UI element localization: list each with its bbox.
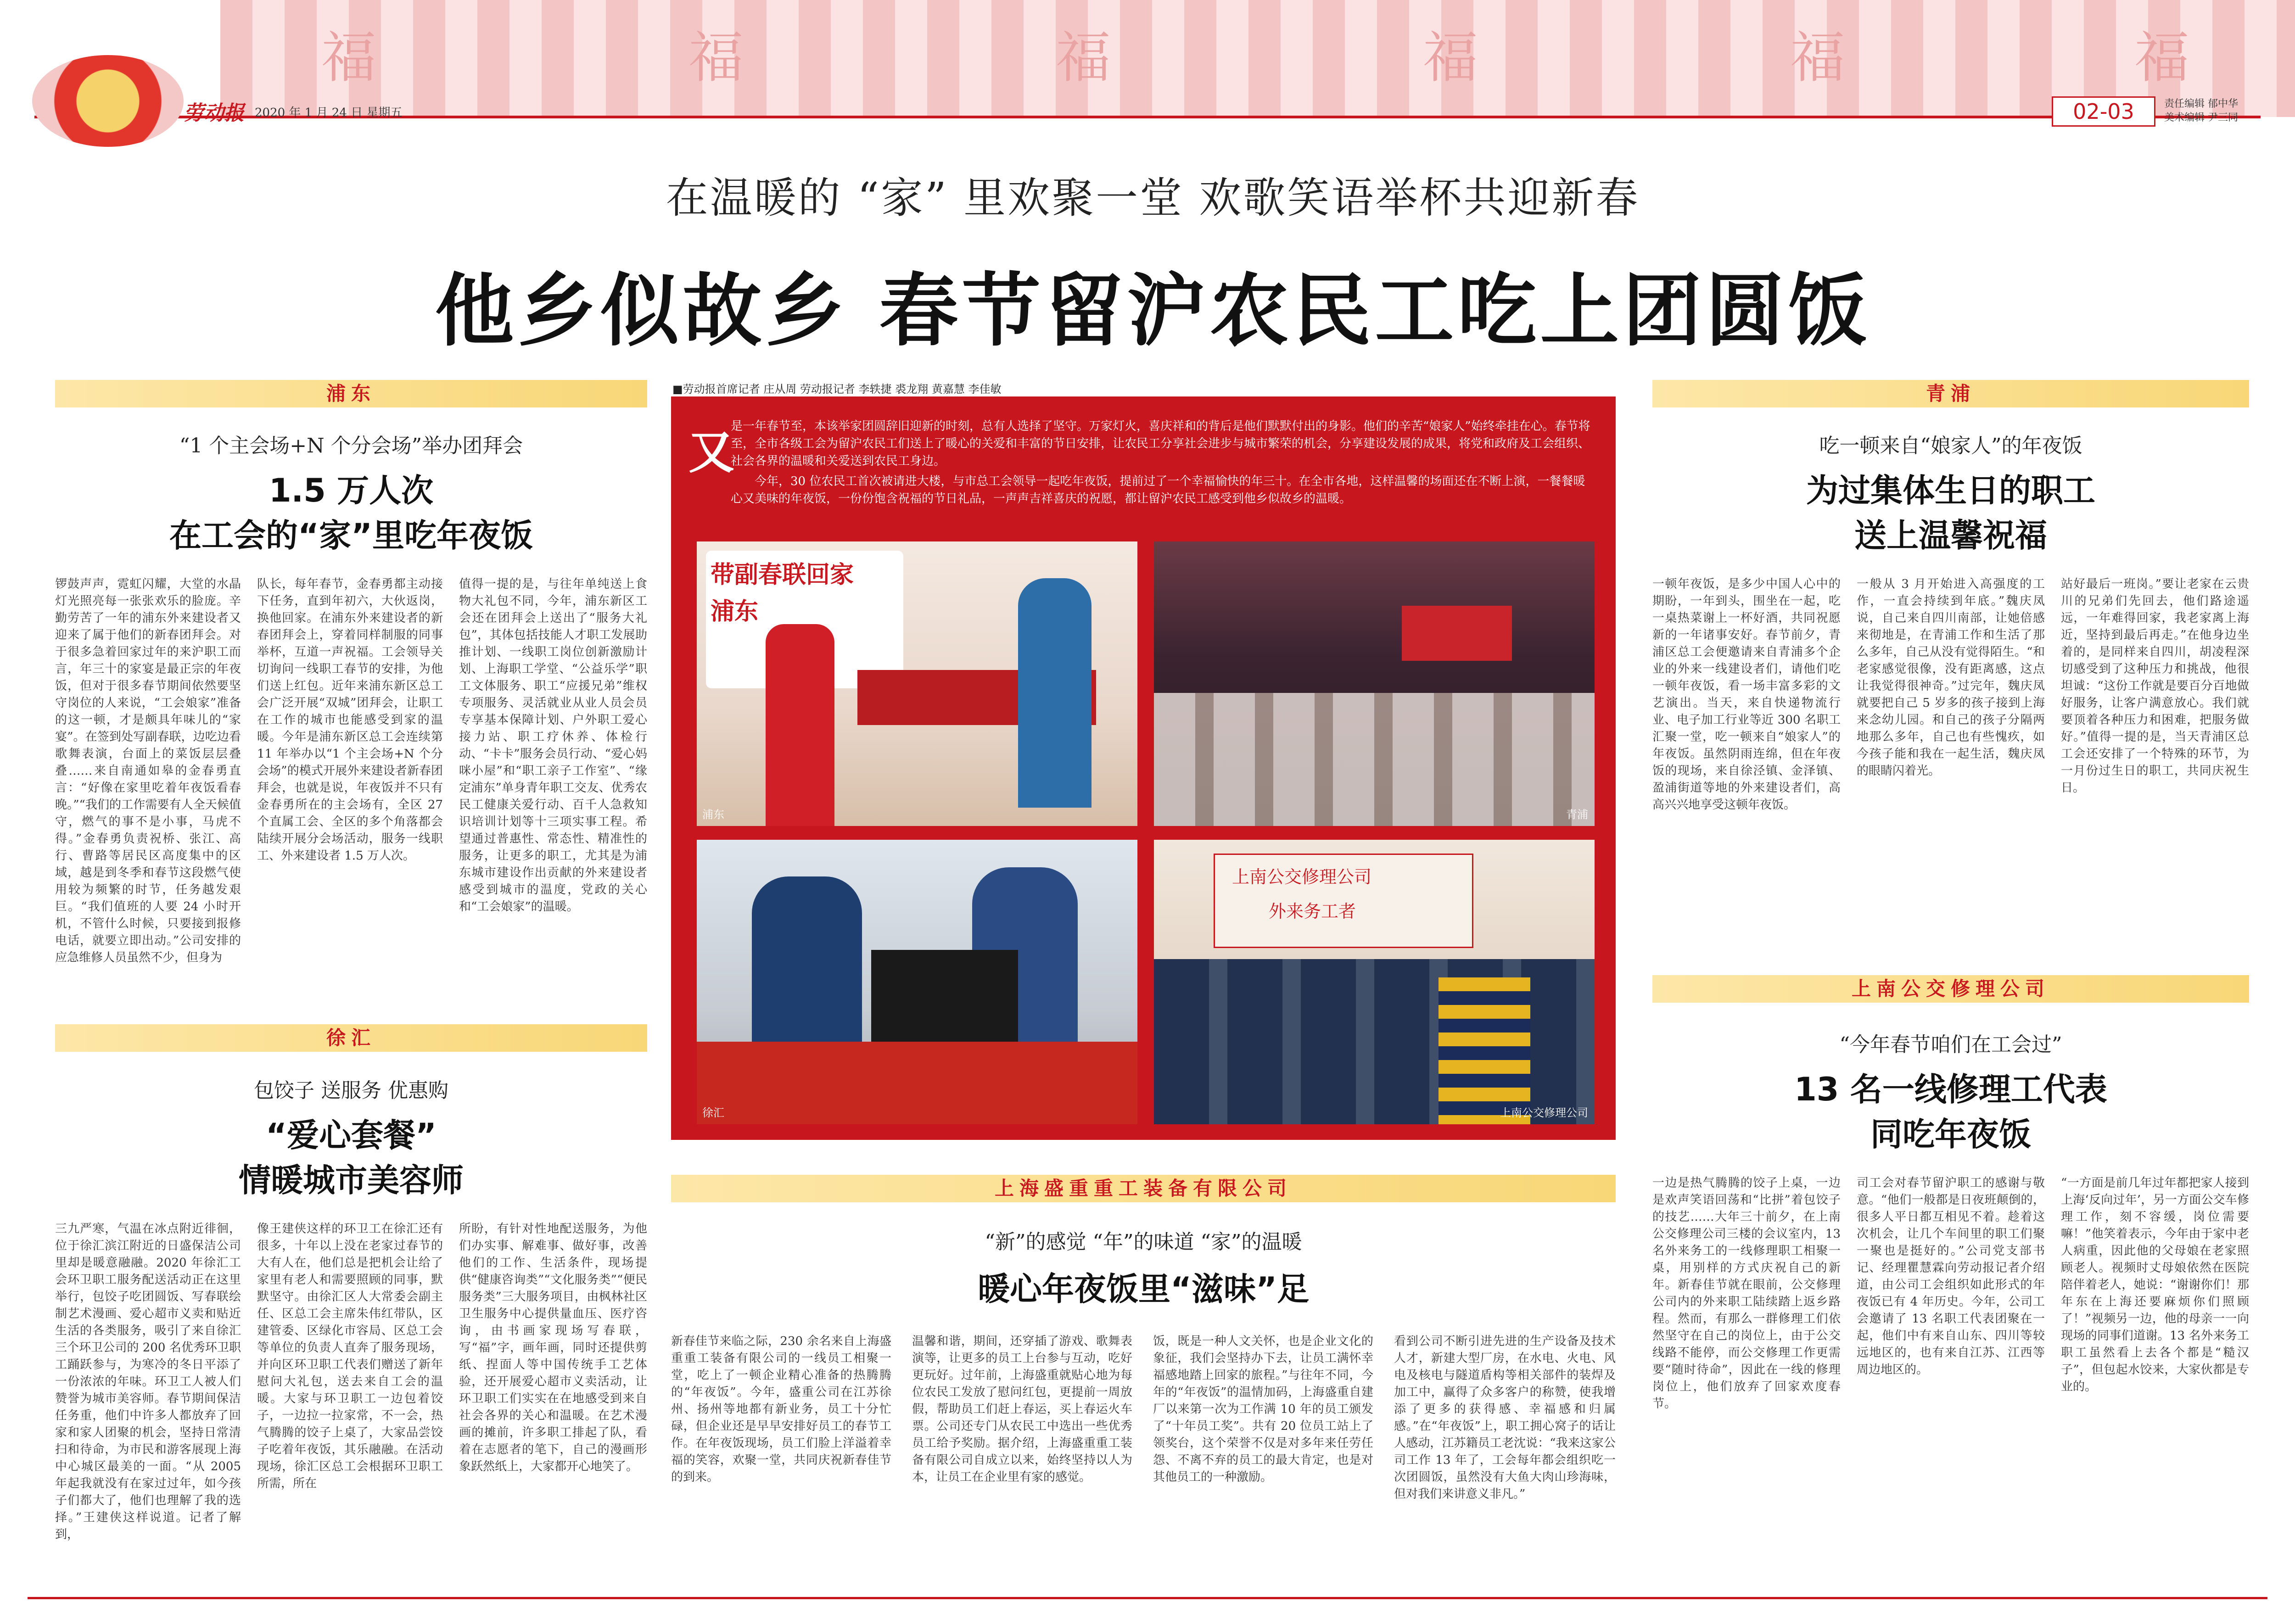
headline-line: 在工会的“家”里吃年夜饭 <box>169 517 533 554</box>
main-headline: 他乡似故乡 春节留沪农民工吃上团圆饭 <box>435 265 1871 357</box>
headline-line: “爱心套餐” <box>265 1116 437 1154</box>
page-bottom-rule <box>28 1597 2267 1599</box>
decorative-banner-band <box>220 0 2295 117</box>
headline-line: 为过集体生日的职工 <box>1806 472 2095 509</box>
new-year-emblem-icon <box>32 55 184 147</box>
editor-credits <box>2164 97 2238 125</box>
drop-cap: 又 <box>688 425 734 479</box>
photo-banner-text: 外来务工者 <box>1269 901 1356 921</box>
feature-paragraph: 今年，30 位农民工首次被请进大楼，与市总工会领导一起吃年夜饭，提前过了一个幸福愉快的年三十。在全市各地，这样温馨的场面还在不断上演，一餐餐暖心又美味的年夜饭，一份份饱含祝福的节日礼品，一声声吉祥喜庆的祝愿，都让留沪农民工感受到他乡似故乡的温暖。 <box>731 474 1585 506</box>
article-column: 一边是热气腾腾的饺子上桌，一边是欢声笑语回荡和“比拼”着包饺子的技艺……大年三十前夕，在上南公交修理公司三楼的会议室内，13 名外来务工的一线修理职工相聚一桌，用别样的方式庆祝自己的新年。新春佳节就在眼前，公交修理公司内的外来职工陆续踏上返乡路程。然而，有那么一群修理工们依然坚守在自己的岗位上，由于公交线路不能停，而公交修理工作更需要“随时待命”，因此在一线的修理岗位上，他们放弃了回家欢度春节。 <box>1652 1176 1841 1411</box>
news-photo-shangnan <box>1154 840 1595 1124</box>
article-subhead: 包饺子 送服务 优惠购 <box>254 1079 448 1102</box>
article-column: “一方面是前几年过年都把家人接到上海‘反向过年’，另一方面公交车修理工作，刻不容缓，岗位需要嘛！”他笑着表示，今年由于家中老人病重，因此他的父母娘在老家照顾老人。视频时丈母娘依然在医院陪伴着老人，她说：“谢谢你们！那年东在上海还要麻烦你们照顾了！”视频另一边，他的母亲一一向现场的同事们道谢。13 名外来务工职工虽然看上去各个都是“糙汉子”，但包起水饺来，大家伙都是专业的。 <box>2061 1176 2249 1394</box>
article-column: 所盼，有针对性地配送服务，为他们办实事、解难事、做好事，改善他们的工作、生活条件，现场提供“健康咨询类”“文化服务类”“便民服务类”三大服务项目，由枫林社区卫生服务中心提供量血压、医疗咨询，由书画家现场写春联，写“福”字，画年画，同时还提供剪纸、捏面人等中国传统手工艺体验，还开展爱心超市义卖活动，让环卫职工们实实在在地感受到来自社会各界的关心和温暖。在艺术漫画的摊前，许多职工排起了队，看着在志愿者的笔下，自己的漫画形象跃然纸上，大家都开心地笑了。 <box>459 1222 647 1473</box>
article-column: 饭，既是一种人文关怀，也是企业文化的象征，我们会坚持办下去，让员工满怀幸福感地踏上回家的旅程。”与往年不同，今年的“年夜饭”的温情加码，上海盛重自建厂以来第一次为工作满 10 年的员工颁发了“十年员工奖”。共有 20 位员工站上了领奖台，这个荣誉不仅是对多年来任劳任怨、不离不弃的员工的最大肯定，也是对其他员工的一种激励。 <box>1153 1334 1373 1484</box>
article-column: 队长，每年春节，金春勇都主动接下任务，直到年初六，大伙返岗，换他回家。在浦东外来建设者的新春团拜会上，穿着同样制服的同事举杯，互道一声祝福。工会领导关切询问一线职工春节的安排，为他们送上红包。近年来浦东新区总工会广泛开展“双城”团拜会，让职工在工作的城市也能感受到家的温暖。今年是浦东新区总工会连续第 11 年举办以“1 个主会场+N 个分会场”的模式开展外来建设者新春团拜会，也就是说，年夜饭并不只有金春勇所在的主会场有，全区 27 个直属工会、全区的多个角落都会陆续开展分会场活动，服务一线职工、外来建设者 1.5 万人次。 <box>257 577 443 863</box>
article-column: 一顿年夜饭，是多少中国人心中的期盼，一年到头，围坐在一起，吃一桌热菜谢上一杯好酒，共同祝愿新的一年诸事安好。春节前夕，青浦区总工会便邀请来自青浦多个企业的外来一线建设者们，请他们吃一顿年夜饭，看一场丰富多彩的文艺演出。当天，来自快递物流行业、电子加工行业等近 300 名职工汇聚一堂，吃一顿来自“娘家人”的年夜饭。虽然阴雨连绵，但在年夜饭的现场，来自徐泾镇、金泽镇、盈浦街道等地的外来建设者们，高高兴兴地享受这顿年夜饭。 <box>1652 577 1841 812</box>
news-photo-qingpu <box>1154 541 1595 826</box>
photo-caption: 上南公交修理公司 <box>1500 1106 1588 1119</box>
section-label: 青浦 <box>1926 382 1976 405</box>
article-column: 锣鼓声声，霓虹闪耀，大堂的水晶灯光照亮每一张张欢乐的脸庞。辛勤劳苦了一年的浦东外来建设者又迎来了属于他们的新春团拜会。对于很多急着回家过年的来沪职工而言，年三十的家宴是最正宗的年夜饭，但对于很多春节期间依然要坚守岗位的人来说，“工会娘家”准备的这一顿，才是颇具年味儿的“家宴”。在签到处写副春联，边吃边看歌舞表演，台面上的菜饭层层叠叠……来自南通如皋的金春勇直言：“好像在家里吃着年夜饭看春晚。”“我们的工作需要有人全天候值守，燃气的事不是小事，马虎不得。”金春勇负责祝桥、张江、高行、曹路等居民区高度集中的区域，越是到冬季和春节这段燃气使用较为频繁的时节，任务越发艰巨。“我们值班的人要 24 小时开机，不管什么时候，只要接到报修电话，就要立即出动。”公司安排的应急维修人员虽然不少，但身为 <box>55 577 241 965</box>
article-column: 站好最后一班岗。”要让老家在云贵川的兄弟们先回去，他们路途遥远，一年难得回家，我老家离上海近，坚持到最后再走。”在他身边坐着的，是同样来自四川，胡凌程深切感受到了这种压力和挑战，他很坦诚：“这份工作就是要百分百地做好服务，让客户满意放心。我们就要顶着各种压力和困难，把服务做好。”值得一提的是，当天青浦区总工会还安排了一个特殊的环节，为一月份过生日的职工，共同庆祝生日。 <box>2061 577 2249 795</box>
section-bar-pudong <box>55 380 647 407</box>
article-column: 像王建侠这样的环卫工在徐汇还有很多，十年以上没在老家过春节的大有人在，他们总是把机会让给了家里有老人和需要照顾的同事，默默坚守。由徐汇区人大常委会副主任、区总工会主席朱伟红带队，区建管委、区绿化市容局、区总工会等单位的负责人直奔了服务现场，并向区环卫职工代表们赠送了新年慰问大礼包，送去来自工会的温暖。大家与环卫职工一边包着饺子，一边拉一拉家常，不一会，热气腾腾的饺子上桌了，大家品尝饺子吃着年夜饭，其乐融融。在活动现场，徐汇区总工会根据环卫职工所需，所在 <box>257 1222 443 1490</box>
photo-caption: 青浦 <box>1566 808 1588 821</box>
article-headline <box>55 1113 647 1203</box>
section-label: 上南公交修理公司 <box>1851 977 2050 1000</box>
article-column: 看到公司不断引进先进的生产设备及技术人才，新建大型厂房，在水电、火电、风电及核电与隧道盾构等相关部件的装焊及加工中，赢得了众多客户的称赞，使我增添了更多的获得感、幸福感和归属感。”在“年夜饭”上，职工拥心窝子的话让人感动，江苏籍员工老沈说：“我来这家公司工作 13 年了，工会每年都会组织吃一次团圆饭，虽然没有大鱼大肉山珍海味，但对我们来讲意义非凡。” <box>1394 1334 1616 1501</box>
header-banner <box>0 0 2295 151</box>
headline-line: 送上温馨祝福 <box>1854 517 2047 554</box>
section-bar-shangnan <box>1652 975 2249 1003</box>
headline-line: 情暖城市美容师 <box>239 1161 464 1199</box>
reporter-byline: ■劳动报首席记者 庄从周 劳动报记者 李轶捷 裘龙翔 黄嘉慧 李佳敏 <box>672 383 1002 396</box>
decorative-fu-glyph: 福 <box>1056 26 1111 90</box>
photo-stage-screen <box>1402 606 1512 661</box>
section-label: 徐汇 <box>326 1027 376 1049</box>
section-label: 浦东 <box>326 382 376 405</box>
photo-banner-text: 带副春联回家 <box>711 561 854 589</box>
article-column: 司工会对春节留沪职工的感谢与敬意。“他们一般都是日夜班颠倒的，很多人平日都互相见不着。趁着这次机会，让几个车间里的职工们聚一聚也是挺好的。”公司党支部书记、经理瞿慧霖向劳动报记者介绍道，由公司工会组织如此形式的年夜饭已有 4 年历史。今年，公司工会邀请了 13 名职工代表团聚在一起，他们中有来自山东、四川等较远地区的，也有来自江苏、江西等周边地区的。 <box>1857 1176 2045 1377</box>
section-bar-xuhui <box>55 1024 647 1052</box>
decorative-fu-glyph: 福 <box>1790 26 1845 90</box>
section-bar-shengzhong <box>671 1175 1616 1202</box>
article-subhead: 吃一顿来自“娘家人”的年夜饭 <box>1819 434 2082 458</box>
article-column: 一般从 3 月开始进入高强度的工作，一直会持续到年底。”魏庆凤说，自己来自四川南部，让她倍感来彻地是，在青浦工作和生活了那么多年，自己从没有觉得陌生。“和老家感觉很像，没有距离感，这点让我觉得很神奇。”过完年，魏庆凤就要把自己 5 岁多的孩子接到上海来念幼儿园。和自己的孩子分隔两地那么多年，自己也有些愧疚，如今孩子能和我在一起生活，魏庆凤的眼睛闪着光。 <box>1857 577 2045 778</box>
photo-person <box>1439 977 1530 1124</box>
photo-banner-text: 上南公交修理公司 <box>1232 867 1372 887</box>
article-column: 温馨和谐，期间，还穿插了游戏、歌舞表演等，让更多的员工上台参与互动，吃好更玩好。过年前，上海盛重就贴心地为每位农民工发放了慰问红包，更提前一周放假，帮助员工们赶上春运，买上春运火车票。公司还专门从农民工中选出一些优秀员工给予奖励。据介绍，上海盛重重工装备有限公司自成立以来，始终坚持以人为本，让员工在企业里有家的感觉。 <box>912 1334 1132 1484</box>
issue-date: 2020 年 1 月 24 日 星期五 <box>255 106 403 120</box>
article-column: 三九严寒，气温在冰点附近徘徊，位于徐汇滨江附近的日盛保洁公司里却是暖意融融。2020 年徐汇工会环卫职工服务配送活动正在这里举行，包饺子吃团圆饭、写春联绘制艺术漫画、爱心超市义卖和贴近生活的各类服务，吸引了来自徐汇三个环卫公司的 200 名优秀环卫职工踊跃参与，为寒冷的冬日平添了一份浓浓的年味。环卫工人被人们赞誉为城市美容师。春节期间保洁任务重，他们中许多人都放弃了回家和家人团聚的机会，坚持日常清扫和待命，为市民和游客展现上海中心城区最美的一面。“从 2005 年起我就没有在家过过年，如今孩子们都大了，他们也理解了我的选择。”王建侠这样说道。记者了解到， <box>55 1222 241 1541</box>
editor-line: 美术编辑 尹三同 <box>2164 112 2238 123</box>
news-photo-xuhui <box>697 840 1137 1124</box>
section-label: 上海盛重重工装备有限公司 <box>994 1177 1292 1200</box>
article-headline <box>55 468 647 558</box>
photo-dining-tables <box>1154 693 1595 826</box>
article-subhead: “新”的感觉 “年”的味道 “家”的温暖 <box>985 1230 1302 1254</box>
article-column: 新春佳节来临之际，230 余名来自上海盛重重工装备有限公司的一线员工相聚一堂，吃上了一顿企业精心准备的热腾腾的“年夜饭”。今年，盛重公司在江苏徐州、扬州等地都有新业务，员工十分忙碌，但企业还是早早安排好员工的春节工作。在年夜饭现场，员工们脸上洋溢着幸福的笑容，欢聚一堂，共同庆祝新春佳节的到来。 <box>671 1334 891 1484</box>
article-headline <box>1652 1067 2249 1157</box>
page-number: 02-03 <box>2052 96 2155 127</box>
article-column: 值得一提的是，与往年单纯送上食物大礼包不同，今年，浦东新区工会还在团拜会上送出了“服务大礼包”，其体包括技能人才职工发展助推计划、一线职工岗位创新激励计划、上海职工学堂、“公益乐学”职工文体服务、职工“应援兄弟”维权专项服务、灵活就业从业人员会员专享基本保障计划、户外职工爱心接力站、职工疗休养、体检行动、“卡卡”服务会员行动、“爱心妈咪小屋”和“职工亲子工作室”、“缘定浦东”单身青年职工交友、优秀农民工健康关爱行动、百千人急救知识培训计划等十三项实事工程。希望通过普惠性、常态性、精准性的服务，让更多的职工，尤其是为浦东城市建设作出贡献的外来建设者感受到城市的温度，党政的关心和“工会娘家”的温暖。 <box>459 577 647 914</box>
decorative-fu-glyph: 福 <box>2134 26 2189 90</box>
article-subhead: “今年春节咱们在工会过” <box>1839 1033 2062 1056</box>
photo-person <box>766 624 834 826</box>
headline-line: 同吃年夜饭 <box>1870 1116 2031 1153</box>
section-bar-qingpu <box>1652 380 2249 407</box>
editor-line: 责任编辑 郁中华 <box>2164 98 2238 110</box>
feature-paragraph: 是一年春节至，本该举家团圆辞旧迎新的时刻，总有人选择了坚守。万家灯火，喜庆祥和的背后是他们默默付出的身影。他们的辛苦“娘家人”始终牵挂在心。春节将至，全市各级工会为留沪农民工们送上了暖心的关爱和丰富的节日安排，让农民工分享社会进步与城市繁荣的机会，分享建设发展的成果，将党和政府及工会组织、社会各界的温暖和关爱送到农民工身边。 <box>731 419 1590 468</box>
news-photo-pudong <box>697 541 1137 826</box>
headline-line: 13 名一线修理工代表 <box>1794 1071 2107 1108</box>
headline-line: 1.5 万人次 <box>269 472 434 509</box>
photo-banner-text: 浦东 <box>711 598 759 625</box>
photo-gift-bags <box>697 1042 1137 1124</box>
decorative-fu-glyph: 福 <box>1423 26 1478 90</box>
article-subhead: “1 个主会场+N 个分会场”举办团拜会 <box>179 434 523 458</box>
kicker-headline: 在温暖的 “家” 里欢聚一堂 欢歌笑语举杯共迎新春 <box>666 173 1640 223</box>
article-headline <box>1652 468 2249 558</box>
feature-intro <box>731 418 1594 508</box>
photo-caption: 浦东 <box>702 808 724 821</box>
photo-person <box>1018 578 1092 808</box>
photo-caption: 徐汇 <box>702 1106 724 1119</box>
masthead-logo: 劳动报 <box>184 101 244 125</box>
article-headline: 暖心年夜饭里“滋味”足 <box>977 1270 1309 1308</box>
decorative-fu-glyph: 福 <box>321 26 376 90</box>
decorative-fu-glyph: 福 <box>688 26 744 90</box>
